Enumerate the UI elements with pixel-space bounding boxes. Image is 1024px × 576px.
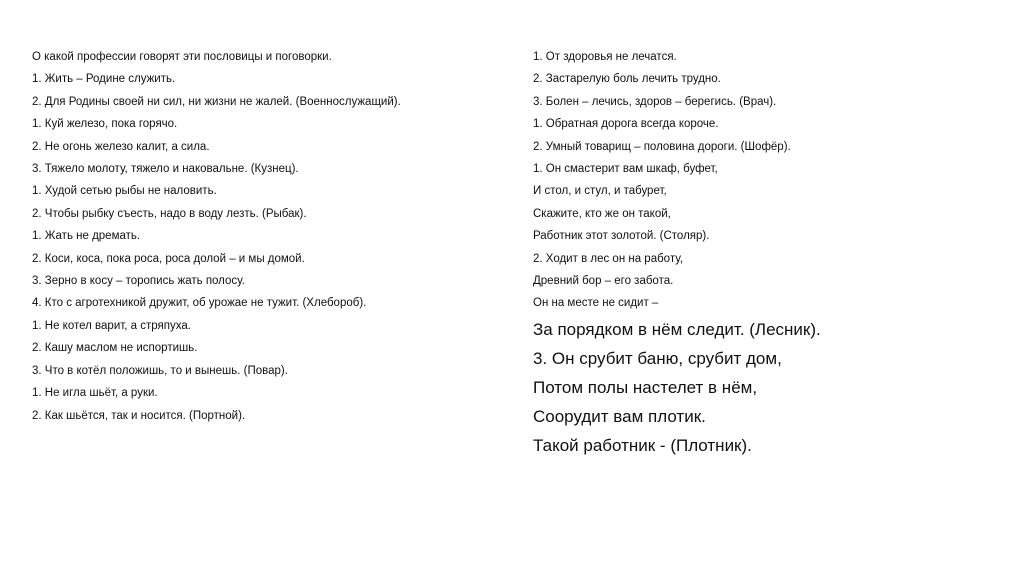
text-line: 1. Не котел варит, а стряпуха. xyxy=(32,319,191,332)
text-line: 1. Не игла шьёт, а руки. xyxy=(32,387,158,400)
text-line: 1. Худой сетью рыбы не наловить. xyxy=(32,185,217,198)
text-line: Скажите, кто же он такой, xyxy=(533,207,671,220)
text-line: Он на месте не сидит – xyxy=(533,297,659,310)
text-line: 1. От здоровья не лечатся. xyxy=(533,51,677,63)
large-text-line: 3. Он срубит баню, срубит дом, xyxy=(533,348,782,368)
text-line: О какой профессии говорят эти пословицы и поговорки. xyxy=(32,51,332,63)
text-line: 3. Что в котёл положишь, то и вынешь. (Повар). xyxy=(32,364,288,377)
text-line: 4. Кто с агротехникой дружит, об урожае не тужит. (Хлебороб). xyxy=(32,297,367,310)
text-line: 2. Коси, коса, пока роса, роса долой – и мы домой. xyxy=(32,252,305,265)
text-line: 3. Болен – лечись, здоров – берегись. (Врач). xyxy=(533,95,777,108)
right-text-column xyxy=(533,46,1003,460)
text-line: Работник этот золотой. (Столяр). xyxy=(533,230,710,243)
text-line: 1. Жить – Родине служить. xyxy=(32,73,176,86)
text-line: Древний бор – его забота. xyxy=(533,275,674,288)
text-line: 2. Умный товарищ – половина дороги. (Шофёр). xyxy=(533,140,791,153)
text-line: 2. Кашу маслом не испортишь. xyxy=(32,342,198,355)
large-text-line: Потом полы настелет в нём, xyxy=(533,377,758,397)
text-line: 1. Он смастерит вам шкаф, буфет, xyxy=(533,163,718,176)
text-line: 1. Куй железо, пока горячо. xyxy=(32,118,178,131)
text-line: 2. Застарелую боль лечить трудно. xyxy=(533,73,721,86)
large-text-line: Соорудит вам плотик. xyxy=(533,406,706,426)
text-line: 1. Жать не дремать. xyxy=(32,230,141,243)
text-line: 2. Ходит в лес он на работу, xyxy=(533,252,684,265)
text-line: 3. Зерно в косу – торопись жать полосу. xyxy=(32,275,245,288)
text-line: 2. Чтобы рыбку съесть, надо в воду лезть. (Рыбак). xyxy=(32,207,307,220)
left-text-column xyxy=(32,46,502,427)
text-line: 2. Как шьётся, так и носится. (Портной). xyxy=(32,409,246,422)
text-line: 3. Тяжело молоту, тяжело и наковальне. (Кузнец). xyxy=(32,163,299,176)
text-line: 2. Для Родины своей ни сил, ни жизни не жалей. (Военнослужащий). xyxy=(32,95,401,108)
large-text-line: Такой работник - (Плотник). xyxy=(533,435,752,455)
text-line: И стол, и стул, и табурет, xyxy=(533,185,667,198)
large-text-line: За порядком в нём следит. (Лесник). xyxy=(533,319,821,339)
text-line: 2. Не огонь железо калит, а сила. xyxy=(32,140,210,153)
text-line: 1. Обратная дорога всегда короче. xyxy=(533,118,719,131)
